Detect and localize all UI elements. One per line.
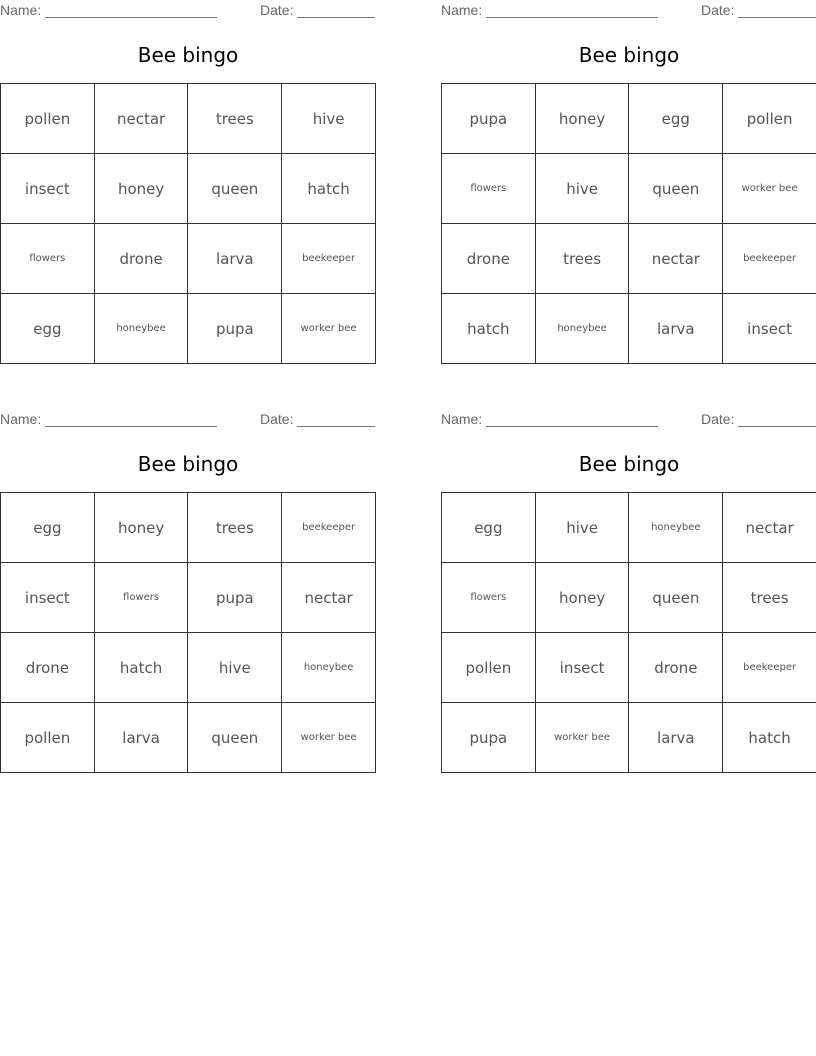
name-blank-line xyxy=(45,17,217,18)
grid-row xyxy=(1,294,376,364)
bingo-cell: hive xyxy=(535,154,629,224)
bingo-cell: nectar xyxy=(282,563,376,633)
bingo-cell: larva xyxy=(629,294,723,364)
bingo-cell: hive xyxy=(188,633,282,703)
bingo-cell: drone xyxy=(1,633,95,703)
bingo-cell: hatch xyxy=(94,633,188,703)
card-header xyxy=(441,2,816,20)
card-title: Bee bingo xyxy=(137,43,239,67)
bingo-cell: honeybee xyxy=(535,294,629,364)
bingo-cell: honey xyxy=(535,563,629,633)
bingo-cell: insect xyxy=(723,294,816,364)
grid-row xyxy=(442,703,816,773)
bingo-cell: flowers xyxy=(442,563,536,633)
bingo-cell: trees xyxy=(188,84,282,154)
bingo-card xyxy=(441,0,816,400)
bingo-card xyxy=(0,409,376,809)
bingo-cell: nectar xyxy=(94,84,188,154)
bingo-cell: nectar xyxy=(723,493,816,563)
grid-row xyxy=(1,224,376,294)
grid-row xyxy=(1,633,376,703)
bingo-cell: honeybee xyxy=(629,493,723,563)
card-title: Bee bingo xyxy=(578,43,680,67)
bingo-cell: beekeeper xyxy=(723,224,816,294)
grid-row xyxy=(1,154,376,224)
date-label: Date: xyxy=(701,411,735,427)
bingo-cell: egg xyxy=(442,493,536,563)
date-blank-line xyxy=(738,17,816,18)
grid-row xyxy=(442,84,816,154)
bingo-cell: pollen xyxy=(1,703,95,773)
bingo-cell: beekeeper xyxy=(282,224,376,294)
card-title: Bee bingo xyxy=(137,452,239,476)
bingo-card xyxy=(0,0,376,400)
bingo-cell: insect xyxy=(1,563,95,633)
bingo-cell: honeybee xyxy=(94,294,188,364)
bingo-cell: pupa xyxy=(188,294,282,364)
bingo-cell: trees xyxy=(723,563,816,633)
bingo-cell: trees xyxy=(535,224,629,294)
name-label: Name: xyxy=(441,2,483,18)
bingo-cell: flowers xyxy=(94,563,188,633)
bingo-cell: pupa xyxy=(442,703,536,773)
bingo-cell: flowers xyxy=(442,154,536,224)
bingo-cell: worker bee xyxy=(723,154,816,224)
bingo-cell: pollen xyxy=(723,84,816,154)
bingo-cell: nectar xyxy=(629,224,723,294)
grid-row xyxy=(442,294,816,364)
bingo-grid xyxy=(441,83,816,364)
bingo-cell: insect xyxy=(1,154,95,224)
bingo-cell: larva xyxy=(94,703,188,773)
bingo-cell: honeybee xyxy=(282,633,376,703)
bingo-cell: hatch xyxy=(723,703,816,773)
bingo-cell: flowers xyxy=(1,224,95,294)
name-blank-line xyxy=(45,426,217,427)
bingo-grid xyxy=(0,492,376,773)
bingo-cell: drone xyxy=(94,224,188,294)
grid-row xyxy=(442,563,816,633)
bingo-cell: drone xyxy=(442,224,536,294)
bingo-cell: queen xyxy=(629,154,723,224)
bingo-cell: beekeeper xyxy=(282,493,376,563)
bingo-cell: hive xyxy=(535,493,629,563)
date-label: Date: xyxy=(260,2,294,18)
date-label: Date: xyxy=(701,2,735,18)
date-label: Date: xyxy=(260,411,294,427)
date-blank-line xyxy=(738,426,816,427)
bingo-cell: worker bee xyxy=(535,703,629,773)
bingo-cell: hatch xyxy=(282,154,376,224)
bingo-cell: honey xyxy=(535,84,629,154)
card-header xyxy=(441,411,816,429)
bingo-cell: hive xyxy=(282,84,376,154)
bingo-cell: hatch xyxy=(442,294,536,364)
bingo-cell: egg xyxy=(1,294,95,364)
date-blank-line xyxy=(297,17,375,18)
bingo-cell: beekeeper xyxy=(723,633,816,703)
bingo-cell: pollen xyxy=(1,84,95,154)
grid-row xyxy=(442,493,816,563)
bingo-cell: queen xyxy=(629,563,723,633)
grid-row xyxy=(442,224,816,294)
bingo-cell: pupa xyxy=(442,84,536,154)
bingo-grid xyxy=(441,492,816,773)
bingo-cell: insect xyxy=(535,633,629,703)
name-blank-line xyxy=(486,426,658,427)
name-blank-line xyxy=(486,17,658,18)
bingo-cell: worker bee xyxy=(282,294,376,364)
bingo-cell: queen xyxy=(188,154,282,224)
grid-row xyxy=(442,633,816,703)
bingo-cell: larva xyxy=(188,224,282,294)
bingo-cell: drone xyxy=(629,633,723,703)
bingo-cell: pollen xyxy=(442,633,536,703)
bingo-cell: pupa xyxy=(188,563,282,633)
date-blank-line xyxy=(297,426,375,427)
card-header xyxy=(0,411,376,429)
bingo-cell: egg xyxy=(629,84,723,154)
bingo-cell: queen xyxy=(188,703,282,773)
grid-row xyxy=(1,84,376,154)
bingo-card xyxy=(441,409,816,809)
name-label: Name: xyxy=(0,2,42,18)
bingo-cell: honey xyxy=(94,154,188,224)
bingo-grid xyxy=(0,83,376,364)
card-header xyxy=(0,2,376,20)
grid-row xyxy=(442,154,816,224)
bingo-cell: worker bee xyxy=(282,703,376,773)
grid-row xyxy=(1,703,376,773)
bingo-cell: trees xyxy=(188,493,282,563)
name-label: Name: xyxy=(0,411,42,427)
grid-row xyxy=(1,563,376,633)
card-title: Bee bingo xyxy=(578,452,680,476)
bingo-cell: honey xyxy=(94,493,188,563)
bingo-cell: egg xyxy=(1,493,95,563)
grid-row xyxy=(1,493,376,563)
bingo-cell: larva xyxy=(629,703,723,773)
name-label: Name: xyxy=(441,411,483,427)
